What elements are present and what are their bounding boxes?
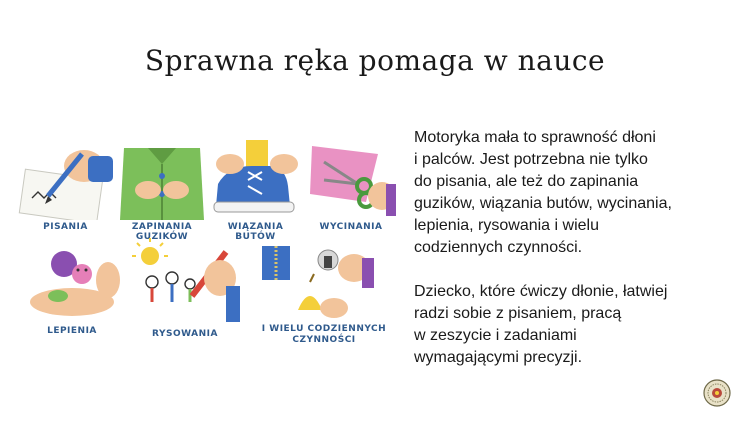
tying-shoelaces-icon — [208, 140, 303, 220]
slide-body — [414, 127, 714, 391]
caption-buttons: ZAPINANIA GUZIKÓW — [131, 222, 193, 242]
modeling-clay-icon — [22, 240, 122, 322]
fine-motor-illustration — [18, 140, 396, 352]
emblem-logo — [703, 379, 731, 407]
caption-laces: WIĄZANIA BUTÓW — [227, 222, 284, 242]
caption-writing: PISANIA — [43, 222, 88, 232]
slide-title: Sprawna ręka pomaga w nauce — [144, 44, 606, 77]
buttoning-shirt-icon — [118, 140, 206, 220]
caption-daily-line-2: CZYNNOŚCI — [292, 335, 356, 345]
writing-hand-icon — [18, 140, 113, 220]
daily-activities-icon — [262, 238, 396, 324]
caption-modeling: LEPIENIA — [47, 326, 97, 336]
scissors-cutting-icon — [306, 140, 396, 220]
paragraph-child-practice: Dziecko, które ćwiczy dłonie, łatwiej radzi sobie z pisaniem, pracą w zeszycie i zadaniami wymagającymi precyzji. — [414, 283, 668, 366]
paragraph-motor-skills: Motoryka mała to sprawność dłoni i palców. Jest potrzebna nie tylko do pisania, ale też do zapinania guzików, wiązania butów, wycinania, lepienia, rysowania i wielu codziennych czynności. — [414, 129, 672, 256]
drawing-crayon-icon — [130, 238, 240, 324]
caption-drawing: RYSOWANIA — [152, 329, 218, 339]
caption-daily-line-1: I WIELU CODZIENNYCH — [261, 324, 387, 334]
caption-cutting: WYCINANIA — [319, 222, 383, 232]
